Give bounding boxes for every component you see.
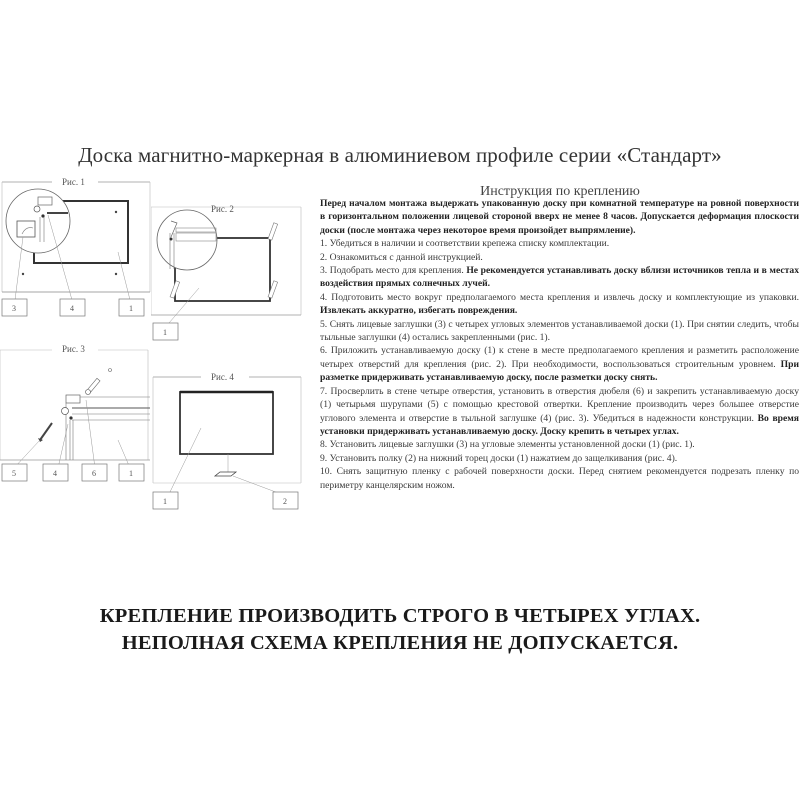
figure-2-label: Рис. 2 <box>211 204 234 214</box>
figure-3-label: Рис. 3 <box>62 344 85 354</box>
instruction-step-6: 6. Приложить устанавливаемую доску (1) к стене в месте предполагаемого крепления и разметить расположение четырех отверстий для крепления (рис. 2). При необходимости, воспользоваться строительным уровнем. При разметке придерживать устанавливаемую доску, после разметки доску снять. <box>320 345 799 384</box>
warning-block <box>0 603 800 657</box>
instruction-step-1: 1. Убедиться в наличии и соответствии крепежа списку комплектации. <box>320 238 610 250</box>
instruction-step-5: 5. Снять лицевые заглушки (3) с четырех угловых элементов устанавливаемой доски (1). При снятии следить, чтобы тыльные заглушки (4) остались закрепленными (рис. 1). <box>320 318 799 344</box>
callout-number: 4 <box>53 469 57 478</box>
callout-number: 1 <box>163 497 167 506</box>
figure-2 <box>151 203 303 343</box>
figure-3 <box>0 340 152 485</box>
warning-line-1: КРЕПЛЕНИЕ ПРОИЗВОДИТЬ СТРОГО В ЧЕТЫРЕХ УГЛАХ. <box>99 605 701 627</box>
instruction-step-8: 8. Установить лицевые заглушки (3) на угловые элементы установленной доски (1) (рис. 1). <box>320 439 695 451</box>
callout-number: 6 <box>92 469 96 478</box>
callout-number: 5 <box>12 469 16 478</box>
callout-number: 1 <box>129 304 133 313</box>
callout-number: 1 <box>163 328 167 337</box>
document-title: Доска магнитно-маркерная в алюминиевом профиле серии «Стандарт» <box>78 143 722 167</box>
figure-1 <box>0 172 152 320</box>
callout-number: 2 <box>283 497 287 506</box>
callout-number: 1 <box>129 469 133 478</box>
callout-number: 3 <box>12 304 16 313</box>
warning-line-2: НЕПОЛНАЯ СХЕМА КРЕПЛЕНИЯ НЕ ДОПУСКАЕТСЯ. <box>121 632 679 654</box>
figure-4 <box>151 368 303 513</box>
instruction-step-3: 3. Подобрать место для крепления. Не рекомендуется устанавливать доску вблизи источников тепла и в местах воздействия прямых солнечных лучей. <box>320 265 799 290</box>
instructions-intro: Перед началом монтажа выдержать упакованную доску при комнатной температуре на ровной поверхности в горизонтальном положении лицевой стороной вверх не менее 8 часов. Допускается деформация плоскости доски (после монтажа через некоторое время произойдет выпрямление). <box>320 198 799 236</box>
instruction-step-10: 10. Снять защитную пленку с рабочей поверхности доски. Перед снятием рекомендуется подрезать пленку по периметру канцелярским ножом. <box>320 466 799 491</box>
instructions-title: Инструкция по креплению <box>480 184 640 199</box>
instruction-step-4: 4. Подготовить место вокруг предполагаемого места крепления и извлечь доску и комплектующие из упаковки. Извлекать аккуратно, избегать повреждения. <box>320 291 799 317</box>
instruction-step-7: 7. Просверлить в стене четыре отверстия, установить в отверстия дюбеля (6) и закрепить устанавливаемую доску (1) четырьмя шурупами (5) с помощью крестовой отвертки. Крепление производить через большее отверстие углового элемента и отверстие в тыльной заглушке (4) (рис. 3). Убедиться в надежности конструкции. Во время установки придерживать устанавливаемую доску. Доску крепить в четырех углах. <box>320 385 799 437</box>
instruction-step-2: 2. Ознакомиться с данной инструкцией. <box>320 251 483 263</box>
figure-4-label: Рис. 4 <box>211 372 234 382</box>
callout-number: 4 <box>70 304 74 313</box>
figure-1-label: Рис. 1 <box>62 177 85 187</box>
instructions-body <box>320 197 799 492</box>
instruction-step-9: 9. Установить полку (2) на нижний торец доски (1) нажатием до защелкивания (рис. 4). <box>320 452 678 464</box>
